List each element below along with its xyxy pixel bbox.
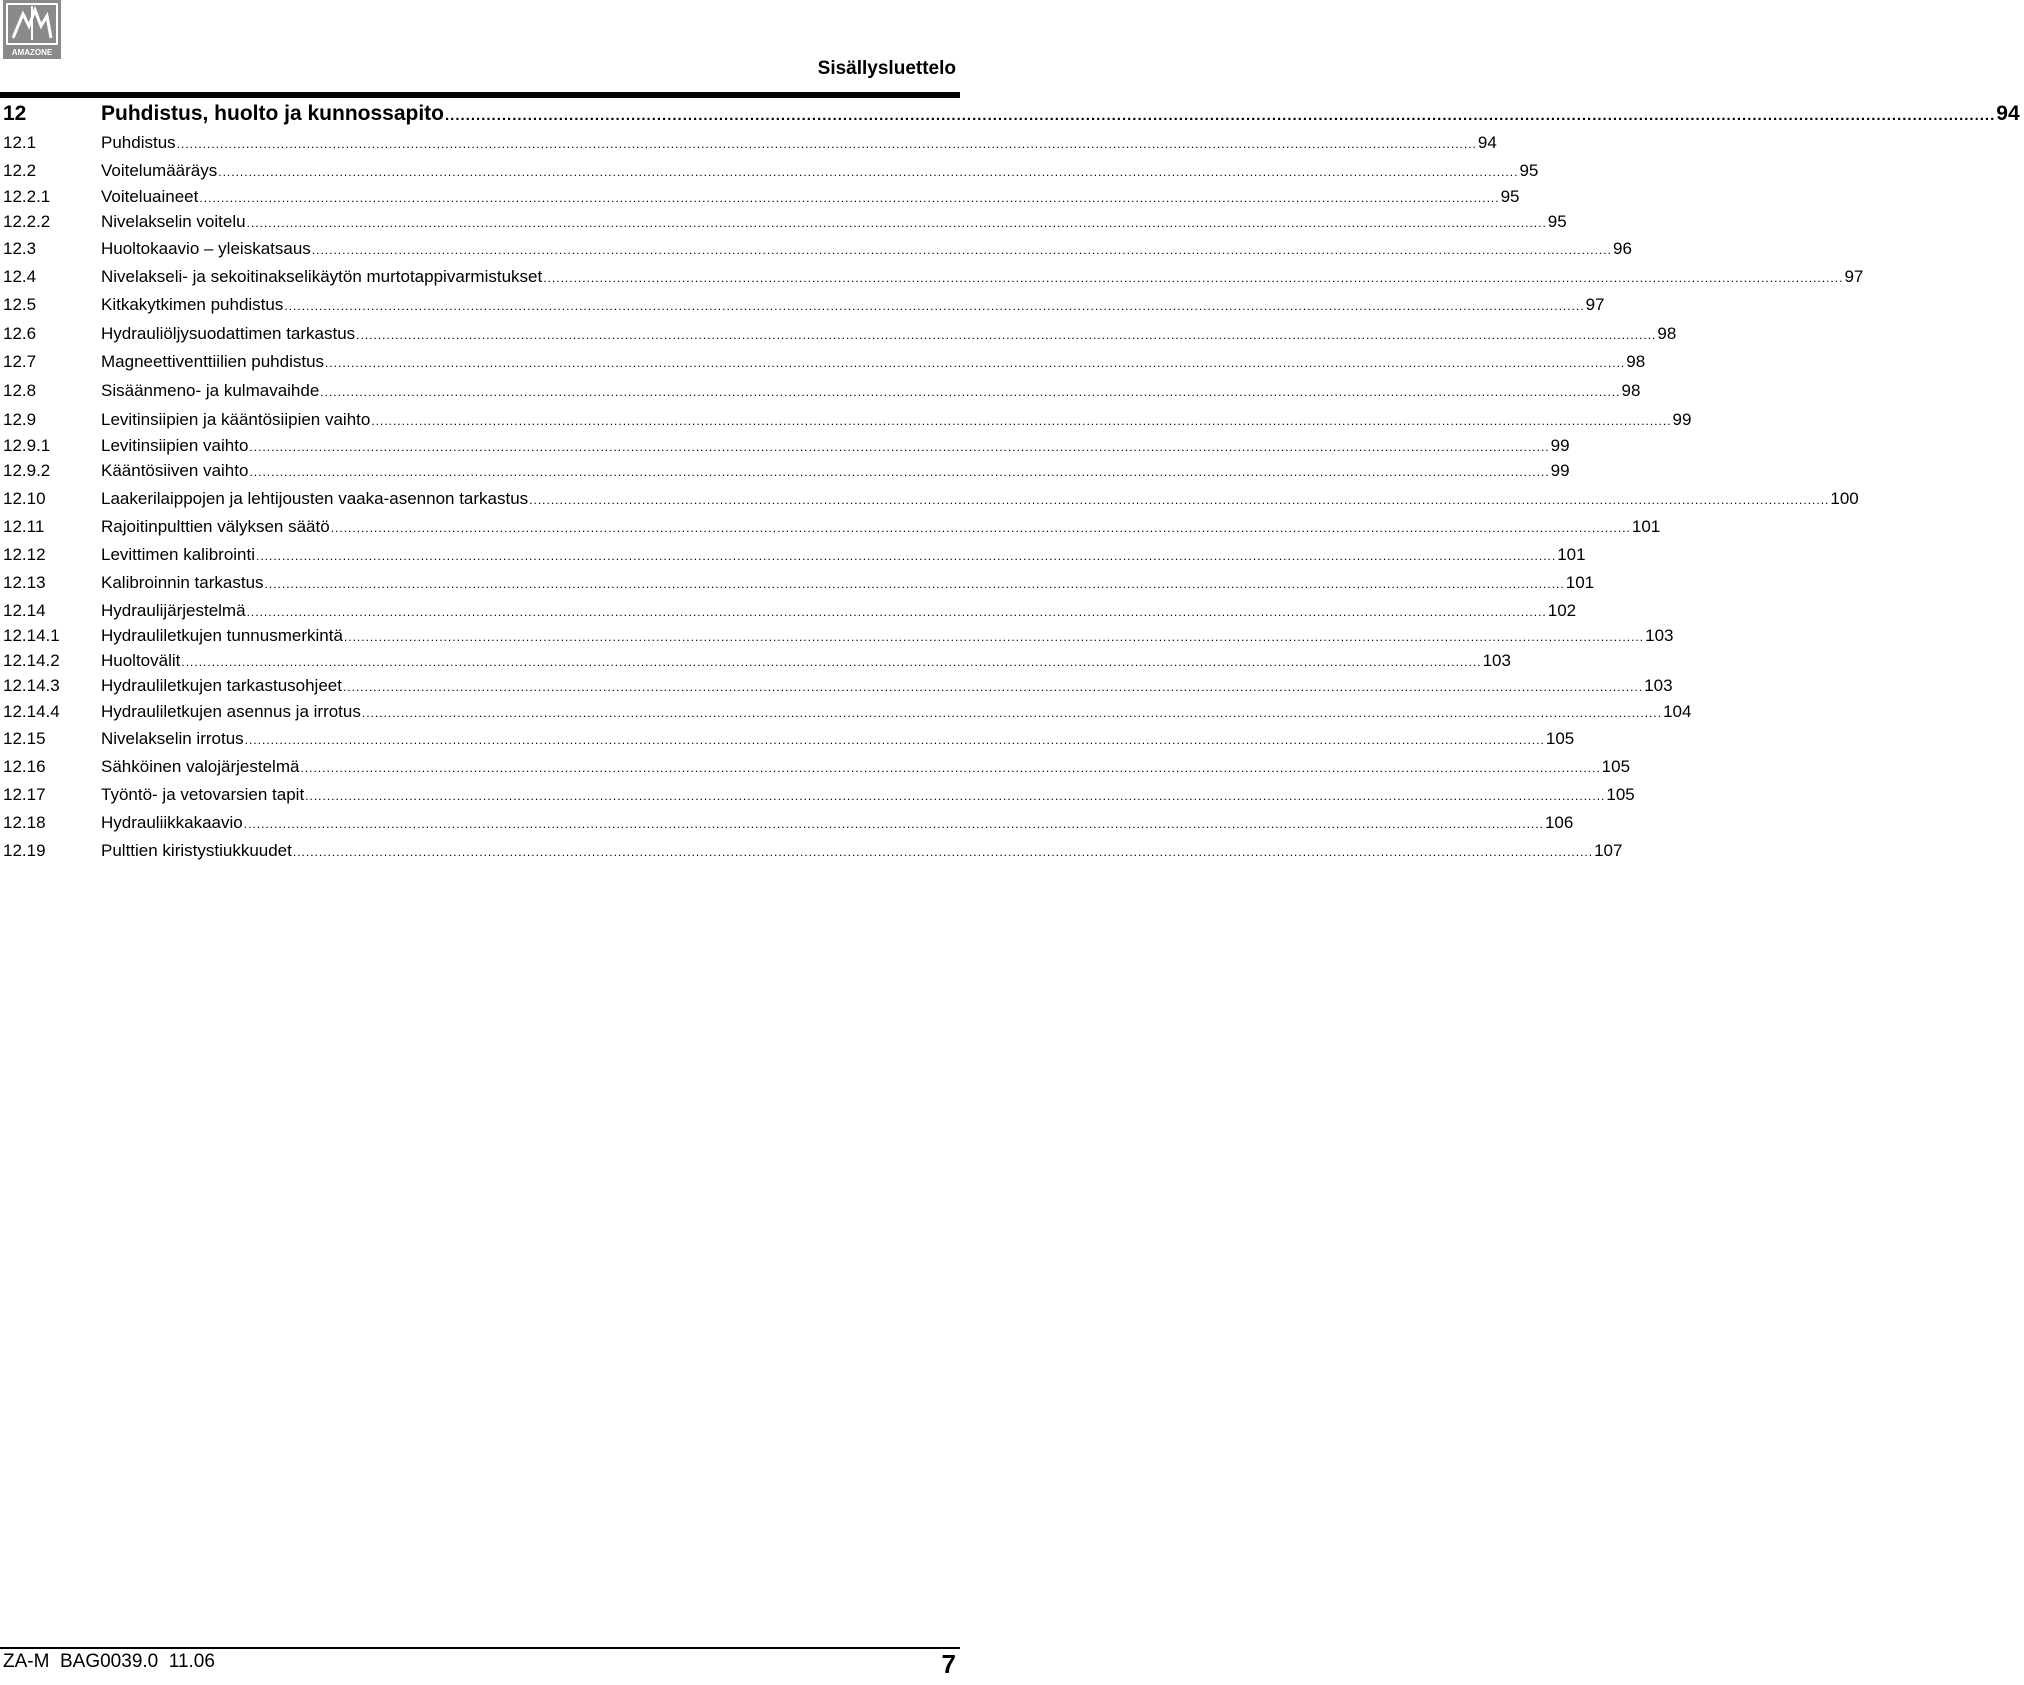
toc-dot-leader: ............................................................................................................................................................................................................................................................................................................ (371, 414, 1672, 428)
toc-entry-number: 12.3 (3, 239, 37, 258)
toc-dot-leader: ............................................................................................................................................................................................................................................................................................................ (343, 630, 1645, 644)
toc-entry-number: 12.2.2 (3, 212, 51, 231)
toc-entry[interactable] (0, 460, 1570, 483)
toc-entry-page: 105 (1545, 729, 1575, 748)
toc-entry-page: 107 (1594, 841, 1623, 860)
toc-entry-page: 106 (1544, 813, 1574, 832)
toc-entry[interactable] (0, 266, 1864, 289)
toc-entry-page: 95 (1519, 161, 1539, 180)
toc-entry-title: Voiteluaineet (101, 187, 199, 206)
toc-entry-title: Kalibroinnin tarkastus (101, 573, 264, 592)
toc-entry-number: 12.10 (3, 489, 46, 508)
toc-entry[interactable] (0, 101, 2020, 129)
toc-entry-number: 12.17 (3, 785, 46, 804)
toc-entry-number: 12.14.4 (3, 702, 60, 721)
toc-entry[interactable] (0, 812, 1574, 835)
toc-dot-leader: ............................................................................................................................................................................................................................................................................................................ (244, 733, 1545, 747)
toc-dot-leader: ............................................................................................................................................................................................................................................................................................................ (356, 328, 1657, 342)
toc-entry[interactable] (0, 186, 1520, 209)
toc-entry-title: Hydrauliletkujen tunnusmerkintä (101, 626, 343, 645)
toc-entry[interactable] (0, 211, 1567, 234)
toc-dot-leader: ............................................................................................................................................................................................................................................................................................................ (342, 680, 1644, 694)
header-divider (0, 92, 960, 98)
toc-entry-title: Nivelakseli- ja sekoitinakselikäytön murtotappivarmistukset (101, 267, 543, 286)
toc-entry-page: 94 (1477, 133, 1497, 152)
toc-entry[interactable] (0, 572, 1595, 595)
toc-entry-title: Puhdistus (101, 133, 176, 152)
toc-entry[interactable] (0, 435, 1570, 458)
toc-entry[interactable] (0, 728, 1575, 751)
toc-entry[interactable] (0, 650, 1511, 673)
toc-entry[interactable] (0, 132, 1497, 155)
toc-entry-page: 101 (1565, 573, 1595, 592)
toc-entry-page: 100 (1830, 489, 1859, 508)
toc-entry-title: Nivelakselin voitelu (101, 212, 246, 231)
toc-dot-leader: ............................................................................................................................................................................................................................................................................................................ (445, 107, 1996, 124)
toc-entry[interactable] (0, 238, 1632, 261)
toc-entry-page: 103 (1482, 651, 1511, 670)
toc-entry-number: 12.14 (3, 601, 46, 620)
toc-dot-leader: ............................................................................................................................................................................................................................................................................................................ (284, 299, 1585, 313)
toc-entry-number: 12.19 (3, 841, 46, 860)
toc-entry[interactable] (0, 488, 1859, 511)
toc-entry-page: 99 (1550, 436, 1570, 455)
toc-entry-title: Huoltokaavio – yleiskatsaus (101, 239, 311, 258)
toc-dot-leader: ............................................................................................................................................................................................................................................................................................................ (249, 465, 1550, 479)
toc-entry-number: 12.15 (3, 729, 46, 748)
toc-dot-leader: ............................................................................................................................................................................................................................................................................................................ (361, 706, 1663, 720)
amazone-logo-mark (3, 0, 61, 59)
toc-entry-title: Puhdistus, huolto ja kunnossapito (101, 102, 445, 125)
toc-entry-title: Nivelakselin irrotus (101, 729, 244, 748)
toc-entry-number: 12.2 (3, 161, 37, 180)
footer-divider (0, 1647, 960, 1649)
toc-entry-page: 99 (1550, 461, 1570, 480)
toc-entry-page: 98 (1621, 381, 1641, 400)
page-number: 7 (941, 1649, 956, 1679)
toc-entry-page: 101 (1631, 517, 1661, 536)
toc-entry-title: Työntö- ja vetovarsien tapit (101, 785, 305, 804)
toc-dot-leader: ............................................................................................................................................................................................................................................................................................................ (249, 440, 1550, 454)
toc-entry[interactable] (0, 600, 1577, 623)
section-title: Sisällysluettelo (817, 58, 956, 79)
toc-entry-page: 97 (1844, 267, 1864, 286)
toc-entry-number: 12.4 (3, 267, 37, 286)
toc-entry-title: Voitelumääräys (101, 161, 218, 180)
toc-entry-page: 99 (1672, 410, 1692, 429)
toc-dot-leader: ............................................................................................................................................................................................................................................................................................................ (243, 817, 1544, 831)
toc-dot-leader: ............................................................................................................................................................................................................................................................................................................ (246, 605, 1547, 619)
toc-entry[interactable] (0, 160, 1539, 183)
toc-dot-leader: ............................................................................................................................................................................................................................................................................................................ (292, 845, 1594, 859)
toc-entry[interactable] (0, 784, 1635, 807)
toc-entry-page: 103 (1644, 676, 1673, 695)
toc-entry-page: 96 (1612, 239, 1632, 258)
toc-entry-number: 12.14.3 (3, 676, 60, 695)
toc-entry-title: Levitinsiipien ja kääntösiipien vaihto (101, 410, 371, 429)
toc-entry-title: Kääntösiiven vaihto (101, 461, 249, 480)
toc-entry-page: 105 (1601, 757, 1631, 776)
toc-entry-page: 102 (1547, 601, 1577, 620)
logo-text: AMAZONE (11, 48, 53, 57)
toc-entry-page: 105 (1606, 785, 1635, 804)
toc-entry-page: 104 (1663, 702, 1692, 721)
toc-entry-page: 95 (1500, 187, 1520, 206)
toc-entry-number: 12.9 (3, 410, 37, 429)
toc-entry-title: Sisäänmeno- ja kulmavaihde (101, 381, 320, 400)
toc-entry-page: 95 (1547, 212, 1567, 231)
toc-dot-leader: ............................................................................................................................................................................................................................................................................................................ (325, 356, 1626, 370)
toc-entry-title: Hydrauliletkujen tarkastusohjeet (101, 676, 342, 695)
toc-entry[interactable] (0, 544, 1586, 567)
toc-entry-number: 12 (3, 102, 27, 125)
toc-entry[interactable] (0, 516, 1661, 539)
toc-entry[interactable] (0, 351, 1646, 374)
toc-dot-leader: ............................................................................................................................................................................................................................................................................................................ (264, 577, 1565, 591)
toc-dot-leader: ............................................................................................................................................................................................................................................................................................................ (543, 271, 1844, 285)
amazone-logo (3, 0, 61, 59)
toc-entry-title: Levitinsiipien vaihto (101, 436, 249, 455)
toc-entry[interactable] (0, 840, 1623, 863)
toc-dot-leader: ............................................................................................................................................................................................................................................................................................................ (181, 655, 1482, 669)
toc-entry-title: Huoltovälit (101, 651, 181, 670)
toc-entry-number: 12.1 (3, 133, 37, 152)
toc-entry-number: 12.14.1 (3, 626, 60, 645)
toc-entry-number: 12.9.1 (3, 436, 51, 455)
toc-entry-title: Kitkakytkimen puhdistus (101, 295, 284, 314)
toc-entry-page: 98 (1626, 352, 1646, 371)
toc-dot-leader: ............................................................................................................................................................................................................................................................................................................ (529, 493, 1830, 507)
toc-dot-leader: ............................................................................................................................................................................................................................................................................................................ (320, 385, 1621, 399)
toc-entry-title: Hydrauliöljysuodattimen tarkastus (101, 324, 356, 343)
toc-entry-number: 12.8 (3, 381, 37, 400)
toc-entry-title: Sähköinen valojärjestelmä (101, 757, 300, 776)
toc-entry-number: 12.9.2 (3, 461, 51, 480)
toc-dot-leader: ............................................................................................................................................................................................................................................................................................................ (256, 549, 1557, 563)
toc-entry-page: 94 (1996, 102, 2020, 125)
toc-entry[interactable] (0, 625, 1674, 648)
toc-dot-leader: ............................................................................................................................................................................................................................................................................................................ (300, 761, 1601, 775)
toc-entry-title: Levittimen kalibrointi (101, 545, 256, 564)
toc-entry-number: 12.13 (3, 573, 46, 592)
document-id: ZA-M BAG0039.0 11.06 (3, 1651, 215, 1672)
toc-entry[interactable] (0, 323, 1677, 346)
toc-entry-title: Rajoitinpulttien välyksen säätö (101, 517, 330, 536)
toc-entry-number: 12.11 (3, 517, 45, 536)
toc-dot-leader: ............................................................................................................................................................................................................................................................................................................ (246, 216, 1547, 230)
toc-entry-title: Hydrauliikkakaavio (101, 813, 243, 832)
toc-dot-leader: ............................................................................................................................................................................................................................................................................................................ (330, 521, 1631, 535)
toc-entry-title: Hydraulijärjestelmä (101, 601, 246, 620)
toc-entry[interactable] (0, 675, 1673, 698)
toc-entry-page: 103 (1645, 626, 1674, 645)
toc-entry-number: 12.18 (3, 813, 46, 832)
toc-entry-title: Pulttien kiristystiukkuudet (101, 841, 292, 860)
toc-entry-number: 12.2.1 (3, 187, 51, 206)
toc-entry-number: 12.12 (3, 545, 46, 564)
toc-entry-page: 97 (1585, 295, 1605, 314)
toc-entry-title: Magneettiventtiilien puhdistus (101, 352, 325, 371)
toc-entry-number: 12.6 (3, 324, 37, 343)
toc-entry[interactable] (0, 294, 1605, 317)
toc-entry-title: Hydrauliletkujen asennus ja irrotus (101, 702, 361, 721)
toc-entry-page: 98 (1657, 324, 1677, 343)
toc-entry[interactable] (0, 701, 1692, 724)
toc-entry-title: Laakerilaippojen ja lehtijousten vaaka-asennon tarkastus (101, 489, 529, 508)
toc-entry[interactable] (0, 756, 1631, 779)
toc-dot-leader: ............................................................................................................................................................................................................................................................................................................ (311, 243, 1612, 257)
toc-dot-leader: ............................................................................................................................................................................................................................................................................................................ (305, 789, 1606, 803)
toc-dot-leader: ............................................................................................................................................................................................................................................................................................................ (176, 137, 1477, 151)
toc-entry-number: 12.5 (3, 295, 37, 314)
toc-entry-number: 12.14.2 (3, 651, 60, 670)
toc-entry-number: 12.16 (3, 757, 46, 776)
toc-entry-page: 101 (1557, 545, 1586, 564)
toc-entry[interactable] (0, 409, 1692, 432)
toc-dot-leader: ............................................................................................................................................................................................................................................................................................................ (199, 191, 1500, 205)
toc-dot-leader: ............................................................................................................................................................................................................................................................................................................ (218, 165, 1519, 179)
toc-entry[interactable] (0, 380, 1641, 403)
toc-entry-number: 12.7 (3, 352, 37, 371)
